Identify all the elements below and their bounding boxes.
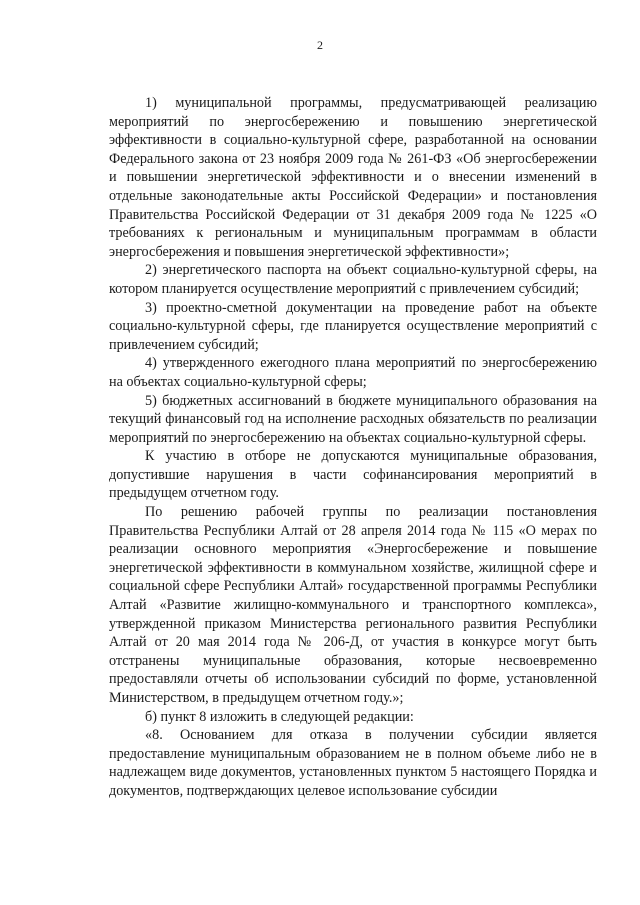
- document-body: [109, 94, 597, 801]
- paragraph-item-4-annual-plan: 4) утвержденного ежегодного плана мероприятий по энергосбережению на объектах социально-культурной сферы;: [109, 355, 597, 390]
- paragraph-selection-exclusion: К участию в отборе не допускаются муниципальные образования, допустившие нарушения в части софинансирования мероприятий в предыдущем отчетном году.: [109, 448, 597, 502]
- paragraph-item-2-energy-passport: 2) энергетического паспорта на объект социально-культурной сферы, на котором планируется осуществление мероприятий с привлечением субсидий;: [109, 262, 597, 297]
- paragraph-item-3-design-documentation: 3) проектно-сметной документации на проведение работ на объекте социально-культурной сферы, где планируется осуществление мероприятий с привлечением субсидий;: [109, 299, 597, 353]
- paragraph-amendment-point-8: б) пункт 8 изложить в следующей редакции:: [145, 708, 414, 725]
- paragraph-item-1-municipal-program: 1) муниципальной программы, предусматривающей реализацию мероприятий по энергосбережению и повышению энергетической эффективности в социально-культурной сфере, разработанной на основании Федерального закона от 23 ноября 2009 года № 261-ФЗ «Об энергосбережении и повышении энергетической эффективности и о внесении изменений в отдельные законодательные акты Российской Федерации» и постановления Правительства Российской Федерации от 31 декабря 2009 года № 1225 «О требованиях к региональным и муниципальным программам в области энергосбережения и повышения энергетической эффективности»;: [109, 95, 597, 260]
- paragraph-point-8-text: «8. Основанием для отказа в получении субсидии является предоставление муниципальным образованием не в полном объеме либо не в надлежащем виде документов, установленных пунктом 5 настоящего Порядка и документов, подтверждающих целевое использование субсидии: [109, 727, 597, 799]
- page-number: 2: [317, 38, 323, 52]
- paragraph-item-5-budget-allocations: 5) бюджетных ассигнований в бюджете муниципального образования на текущий финансовый год на исполнение расходных обязательств по реализации мероприятий по энергосбережению на объектах социально-культурной сферы.: [109, 392, 597, 446]
- paragraph-working-group-decision: По решению рабочей группы по реализации постановления Правительства Республики Алтай от 28 апреля 2014 года № 115 «О мерах по реализации основного мероприятия «Энергосбережение и повышение энергетической эффективности в коммунальном хозяйстве, жилищной сфере и социальной сфере Республики Алтай» государственной программы Республики Алтай «Развитие жилищно-коммунального и транспортного комплекса», утвержденной приказом Министерства регионального развития Республики Алтай от 20 мая 2014 года № 206-Д, от участия в конкурсе могут быть отстранены муниципальные образования, которые несвоевременно предоставляли отчеты об использовании субсидий по форме, установленной Министерством, в предыдущем отчетном году.»;: [109, 504, 597, 706]
